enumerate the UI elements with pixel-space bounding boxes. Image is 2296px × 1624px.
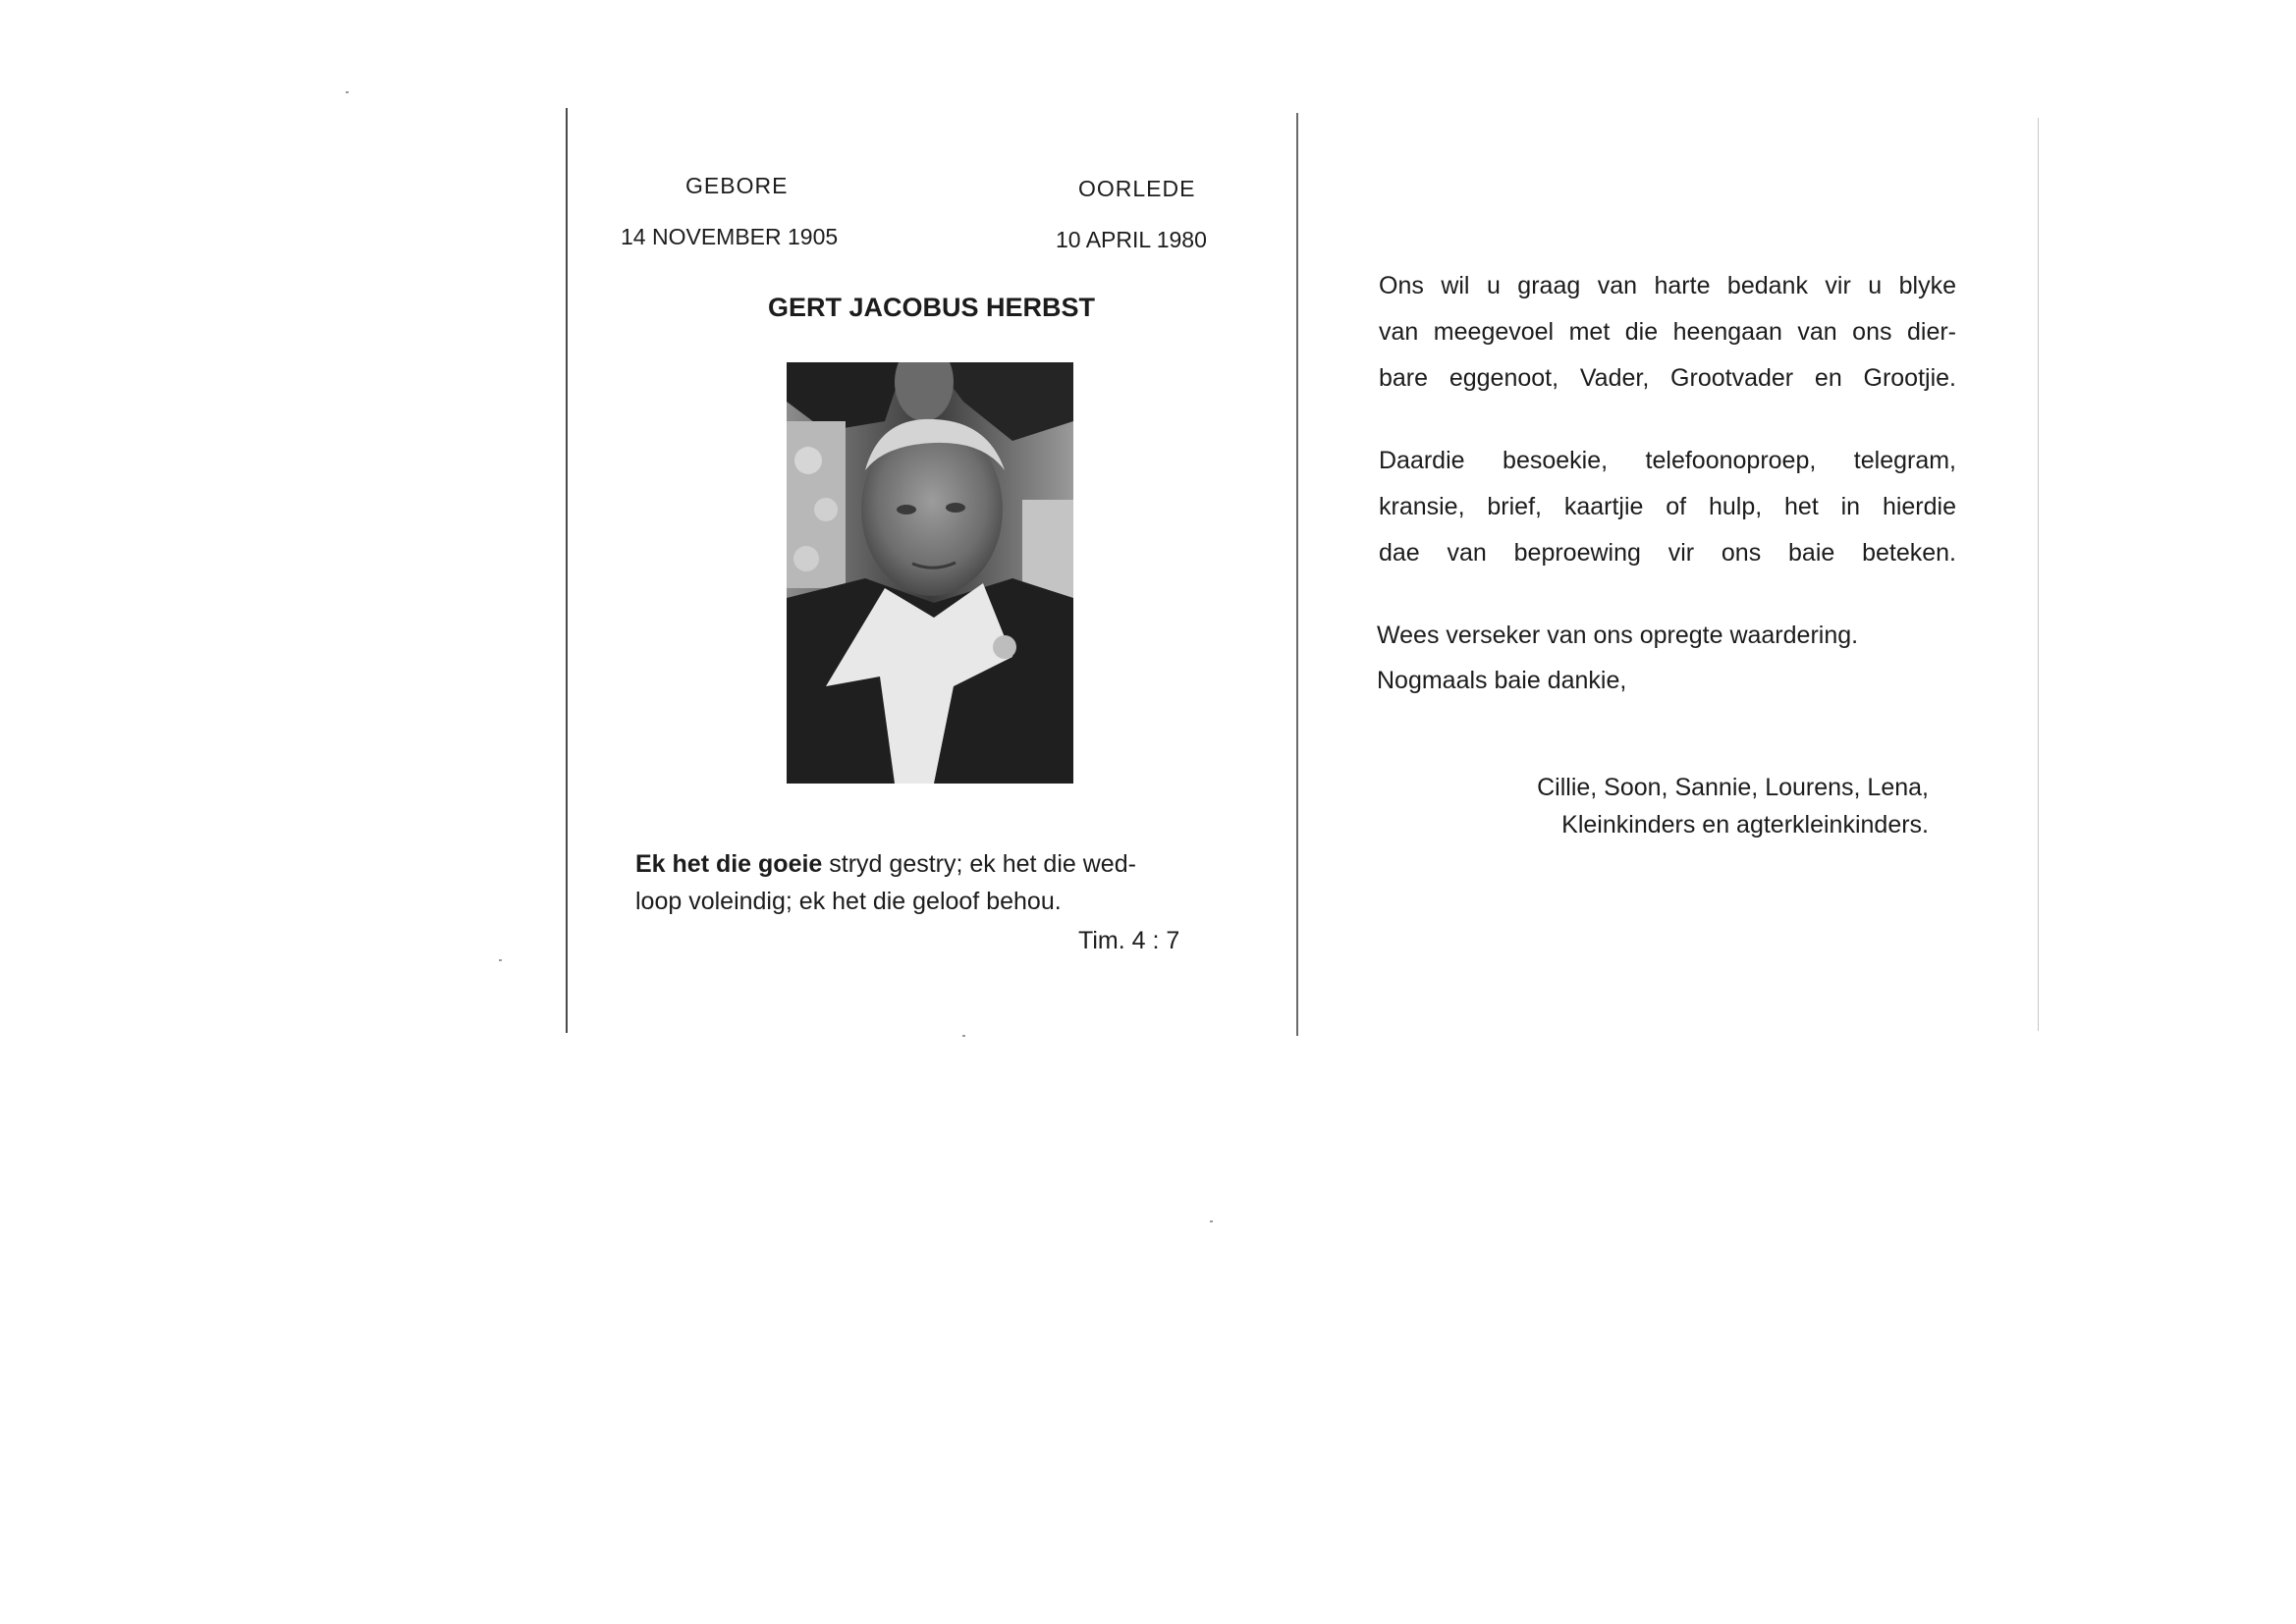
card-fold-line <box>1296 113 1298 1036</box>
para3-line-2: Nogmaals baie dankie, <box>1377 667 1627 694</box>
bible-verse <box>635 845 1225 920</box>
thanks-paragraph-1 <box>1379 263 1956 402</box>
para2-line-1: Daardie besoekie, telefoonoproep, telegram, <box>1379 447 1956 474</box>
signature-line-2: Kleinkinders en agterkleinkinders. <box>1561 811 1929 839</box>
para1-line-3: bare eggenoot, Vader, Grootvader en Grootjie. <box>1379 364 1956 392</box>
card-left-edge <box>566 108 568 1033</box>
para2-line-3: dae van beproewing vir ons baie beteken. <box>1379 539 1956 567</box>
portrait-photo <box>787 362 1073 784</box>
para1-line-1: Ons wil u graag van harte bedank vir u blyke <box>1379 272 1956 299</box>
para3-line-1: Wees verseker van ons opregte waardering. <box>1377 622 1859 649</box>
para1-line-2: van meegevoel met die heengaan van ons dier- <box>1379 318 1956 346</box>
scan-speck <box>962 1035 965 1037</box>
died-label: OORLEDE <box>1078 176 1196 201</box>
scan-speck <box>499 959 502 961</box>
family-signature <box>1404 769 1929 843</box>
verse-line-2: loop voleindig; ek het die geloof behou. <box>635 888 1062 915</box>
scan-speck <box>346 91 349 93</box>
verse-line-1 <box>635 845 1225 883</box>
born-date: 14 NOVEMBER 1905 <box>621 224 839 249</box>
thanks-paragraph-3 <box>1377 613 1858 703</box>
verse-reference: Tim. 4 : 7 <box>1078 927 1180 954</box>
thanks-paragraph-2 <box>1379 438 1956 576</box>
scan-speck <box>1210 1220 1213 1222</box>
verse-line-1-rest: stryd gestry; ek het die wed- <box>822 850 1136 878</box>
signature-line-1: Cillie, Soon, Sannie, Lourens, Lena, <box>1537 774 1929 801</box>
para2-line-2: kransie, brief, kaartjie of hulp, het in hierdie <box>1379 493 1956 520</box>
deceased-name: GERT JACOBUS HERBST <box>768 293 1096 322</box>
verse-bold-start: Ek het die goeie <box>635 850 823 878</box>
died-date: 10 APRIL 1980 <box>1056 227 1207 252</box>
portrait-image <box>787 362 1073 784</box>
card-right-edge <box>2038 118 2039 1031</box>
born-label: GEBORE <box>685 173 789 198</box>
